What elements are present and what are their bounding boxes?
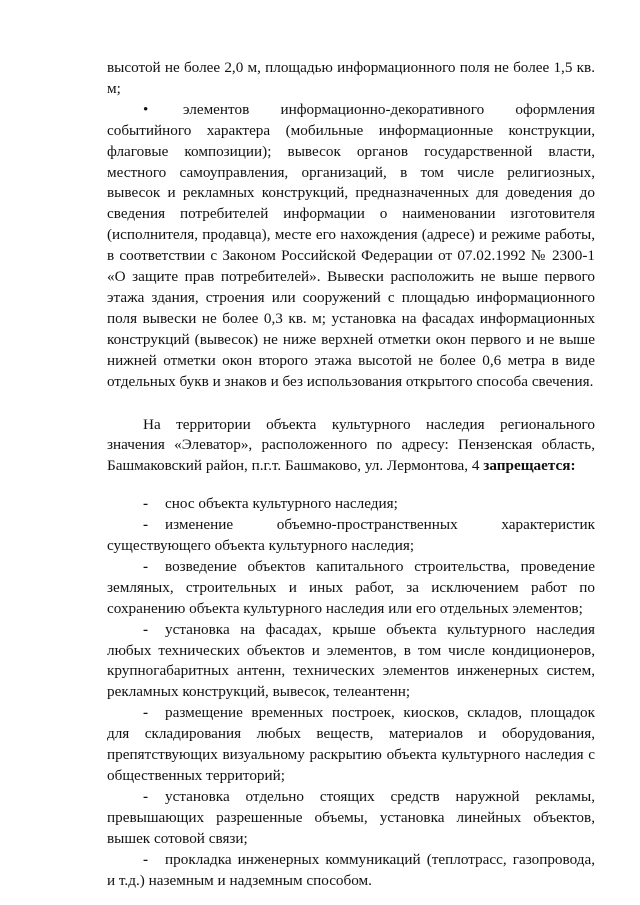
intro-bold: запрещается: — [483, 457, 576, 475]
document-page — [107, 58, 595, 891]
dash-icon: - — [143, 557, 149, 575]
dash-icon: - — [143, 787, 149, 805]
paragraph-prohibitions-intro — [107, 415, 595, 478]
list-item: - размещение временных построек, киосков, складов, площадок для складирования любых веществ, материалов и оборудования, препятствующих визуальному раскрытию объекта культурного наследия с общественных территорий; — [107, 704, 595, 784]
list-item: - установка на фасадах, крыше объекта культурного наследия любых технических объектов и элементов, в том числе кондиционеров, крупногабаритных антенн, технических элементов инженерных систем, рекламных конструкций, вывесок, телеантенн; — [107, 620, 595, 701]
list-item: - установка отдельно стоящих средств наружной рекламы, превышающих разрешенные объемы, установка линейных объектов, вышек сотовой связи; — [107, 787, 595, 847]
dash-icon: - — [143, 850, 149, 868]
bullet-paragraph — [107, 100, 595, 393]
dash-icon: - — [143, 495, 149, 513]
prohibitions-list — [107, 494, 595, 891]
bullet-icon: • — [143, 100, 149, 118]
dash-icon: - — [143, 704, 149, 722]
bullet-text: элементов информационно-декоративного оформления событийного характера (мобильные информационные конструкции, флаговые композиции); вывесок органов государственной власти, местного самоуправления, организаций, в том числе религиозных, вывесок и рекламных конструкций, предназначенных для доведения до сведения потребителей информации о наименовании изготовителя (исполнителя, продавца), месте его нахождения (адресе) и режиме работы, в соответствии с Законом Российской Федерации от 07.02.1992 № 2300-1 «О защите прав потребителей». Вывески расположить не выше первого этажа здания, строения или сооружений с площадью информационного поля вывески не более 0,3 кв. м; установка на фасадах информационных конструкций (вывесок) не ниже верхней отметки окон первого и не выше нижней отметки окон второго этажа высотой не более 0,6 метра в виде отдельных букв и знаков и без использования открытого способа свечения. — [107, 100, 595, 390]
list-item: - прокладка инженерных коммуникаций (теплотрасс, газопровода, и т.д.) наземным и надземным способом. — [107, 850, 595, 889]
paragraph-continuation: высотой не более 2,0 м, площадью информационного поля не более 1,5 кв. м; — [107, 59, 595, 97]
dash-icon: - — [143, 620, 149, 638]
list-item: - возведение объектов капитального строительства, проведение земляных, строительных и иных работ, за исключением работ по сохранению объекта культурного наследия или его отдельных элементов; — [107, 557, 595, 617]
list-item: - изменение объемно-пространственных характеристик существующего объекта культурного наследия; — [107, 516, 595, 555]
intro-text: На территории объекта культурного наследия регионального значения «Элеватор», расположенного по адресу: Пензенская область, Башмаковский район, п.г.т. Башмаково, ул. Лермонтова, 4 — [107, 415, 595, 475]
dash-icon: - — [143, 516, 149, 534]
list-item: - снос объекта культурного наследия; — [107, 494, 595, 515]
